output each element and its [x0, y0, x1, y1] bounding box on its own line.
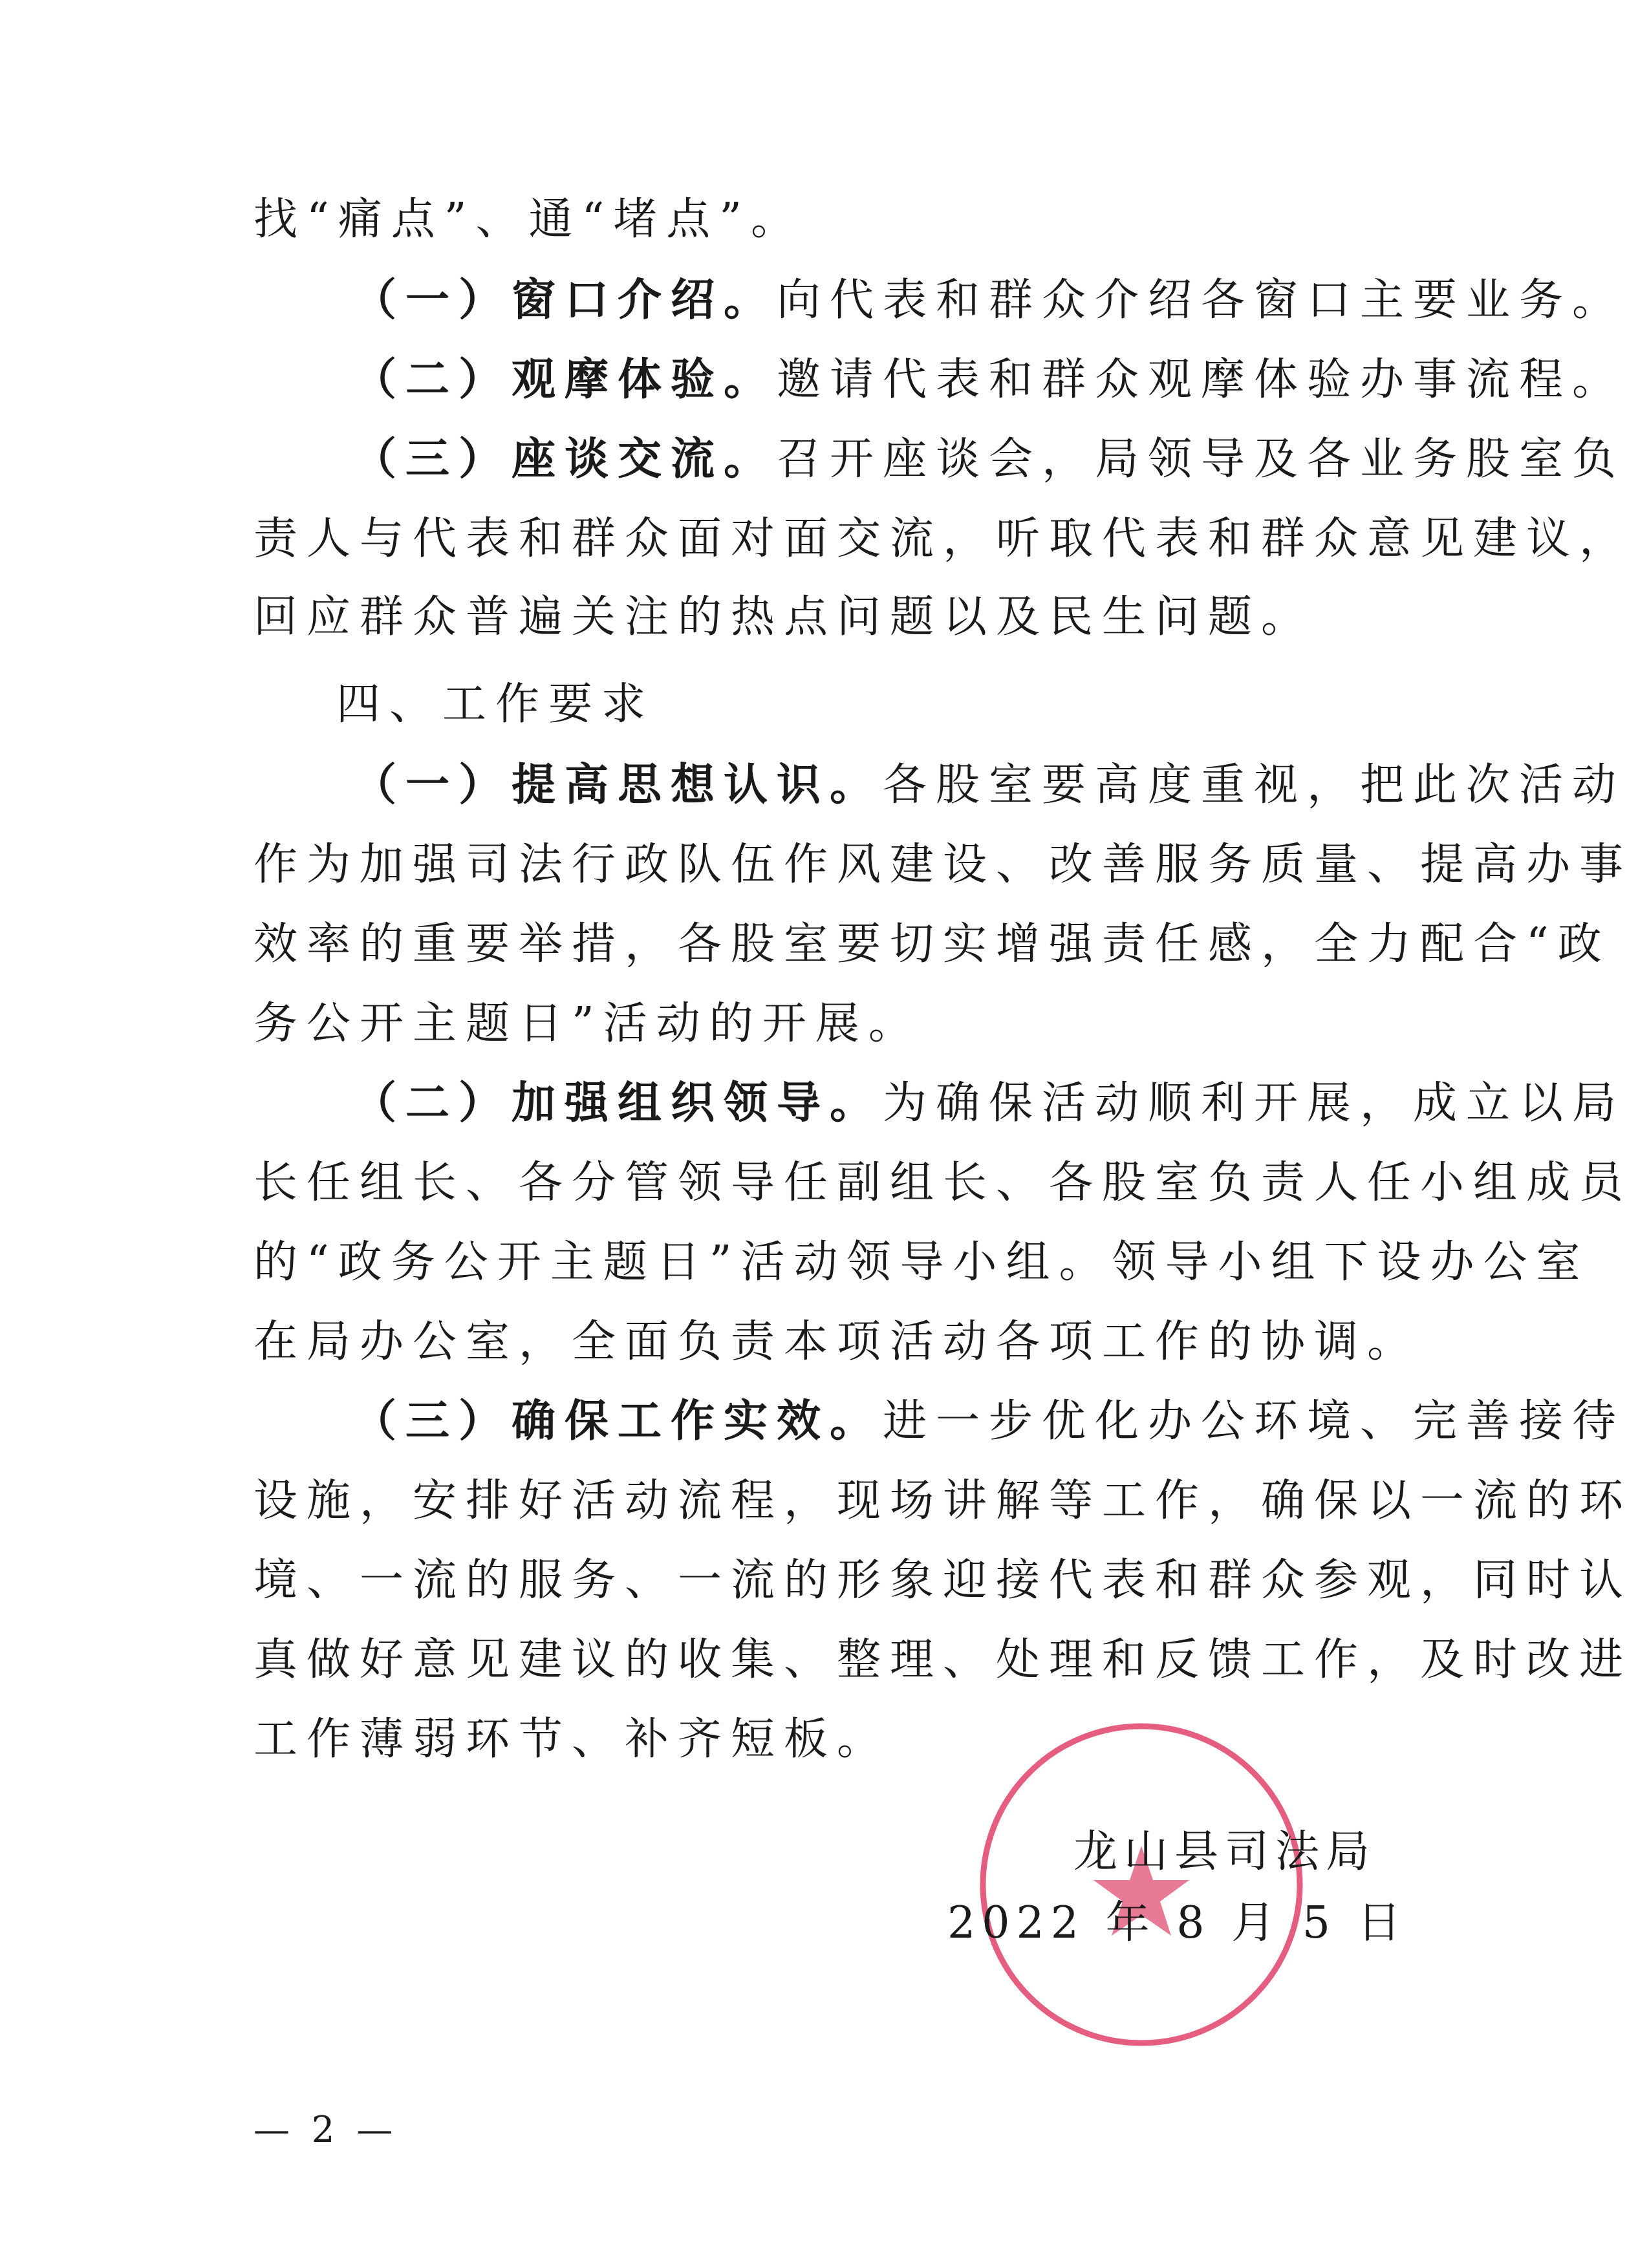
item-text: 进一步优化办公环境、完善接待 — [883, 1396, 1626, 1447]
item-title: （二）加强组织领导。 — [352, 1078, 883, 1129]
page-number: — 2 — — [253, 2109, 398, 2151]
paragraph-line: 效率的重要举措，各股室要切实增强责任感，全力配合“政 — [253, 919, 1611, 970]
paragraph-line: 的“政务公开主题日”活动领导小组。领导小组下设办公室 — [253, 1237, 1590, 1288]
item-symposium — [352, 427, 1625, 492]
item-text: 为确保活动顺利开展，成立以局 — [883, 1078, 1626, 1129]
item-text: 向代表和群众介绍各窗口主要业务。 — [777, 275, 1626, 326]
paragraph-line: 工作薄弱环节、补齐短板。 — [253, 1714, 890, 1765]
signature-block — [947, 1697, 1408, 2053]
paragraph-line: 回应群众普遍关注的热点问题以及民生问题。 — [253, 592, 1315, 643]
item-text: 召开座谈会，局领导及各业务股室负 — [777, 434, 1626, 485]
item-title: （三）座谈交流。 — [352, 434, 777, 485]
signature-date: 2022 年 8 月 5 日 — [947, 1898, 1408, 1949]
item-title: （一）窗口介绍。 — [352, 275, 777, 326]
item-title: （三）确保工作实效。 — [352, 1396, 883, 1447]
paragraph-line: 境、一流的服务、一流的形象迎接代表和群众参观，同时认 — [253, 1555, 1633, 1606]
item-text: 各股室要高度重视，把此次活动 — [883, 760, 1626, 811]
signature-org: 龙山县司法局 — [1073, 1826, 1377, 1878]
item-raise-awareness — [352, 753, 1625, 818]
item-text: 邀请代表和群众观摩体验办事流程。 — [777, 354, 1626, 405]
paragraph-line: 设施，安排好活动流程，现场讲解等工作，确保以一流的环 — [253, 1475, 1633, 1526]
item-observation — [352, 348, 1625, 412]
paragraph-line: 作为加强司法行政队伍作风建设、改善服务质量、提高办事 — [253, 839, 1633, 890]
item-window-intro — [352, 268, 1625, 333]
intro-line: 找“痛点”、通“堵点”。 — [253, 194, 804, 245]
paragraph-line: 真做好意见建议的收集、整理、处理和反馈工作，及时改进 — [253, 1634, 1633, 1685]
section-heading: 四、工作要求 — [336, 679, 655, 730]
paragraph-line: 责人与代表和群众面对面交流，听取代表和群众意见建议， — [253, 513, 1633, 564]
item-title: （二）观摩体验。 — [352, 354, 777, 405]
item-strengthen-leadership — [352, 1071, 1625, 1136]
paragraph-line: 务公开主题日”活动的开展。 — [253, 998, 921, 1049]
item-ensure-results — [352, 1389, 1625, 1454]
paragraph-line: 在局办公室，全面负责本项活动各项工作的协调。 — [253, 1316, 1421, 1367]
paragraph-line: 长任组长、各分管领导任副组长、各股室负责人任小组成员 — [253, 1157, 1633, 1208]
item-title: （一）提高思想认识。 — [352, 760, 883, 811]
